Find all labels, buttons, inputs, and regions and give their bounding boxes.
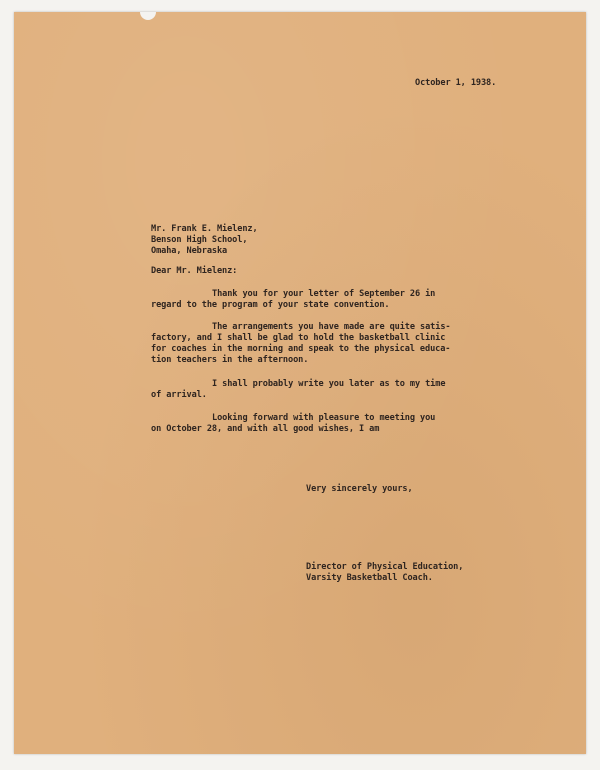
salutation: Dear Mr. Mielenz: (151, 266, 238, 276)
paragraph-1-line-2: regard to the program of your state convention. (151, 300, 390, 310)
paragraph-3-line-1: I shall probably write you later as to my time (212, 379, 446, 389)
addressee-city: Omaha, Nebraska (151, 246, 228, 256)
signature-title-1: Director of Physical Education, (306, 562, 464, 572)
paragraph-4-line-1: Looking forward with pleasure to meeting you (212, 413, 436, 423)
signature-title-2: Varsity Basketball Coach. (306, 573, 433, 583)
paragraph-3-line-2: of arrival. (151, 390, 207, 400)
paragraph-1-line-1: Thank you for your letter of September 26 in (212, 289, 436, 299)
addressee-name: Mr. Frank E. Mielenz, (151, 224, 258, 234)
paragraph-2-line-3: for coaches in the morning and speak to the physical educa- (151, 344, 451, 354)
paragraph-2-line-1: The arrangements you have made are quite satis- (212, 322, 451, 332)
paragraph-4-line-2: on October 28, and with all good wishes, I am (151, 424, 380, 434)
paragraph-2-line-2: factory, and I shall be glad to hold the basketball clinic (151, 333, 446, 343)
closing: Very sincerely yours, (306, 484, 413, 494)
letter-date: October 1, 1938. (415, 78, 497, 88)
paragraph-2-line-4: tion teachers in the afternoon. (151, 355, 309, 365)
addressee-school: Benson High School, (151, 235, 248, 245)
paper-notch (140, 12, 156, 20)
